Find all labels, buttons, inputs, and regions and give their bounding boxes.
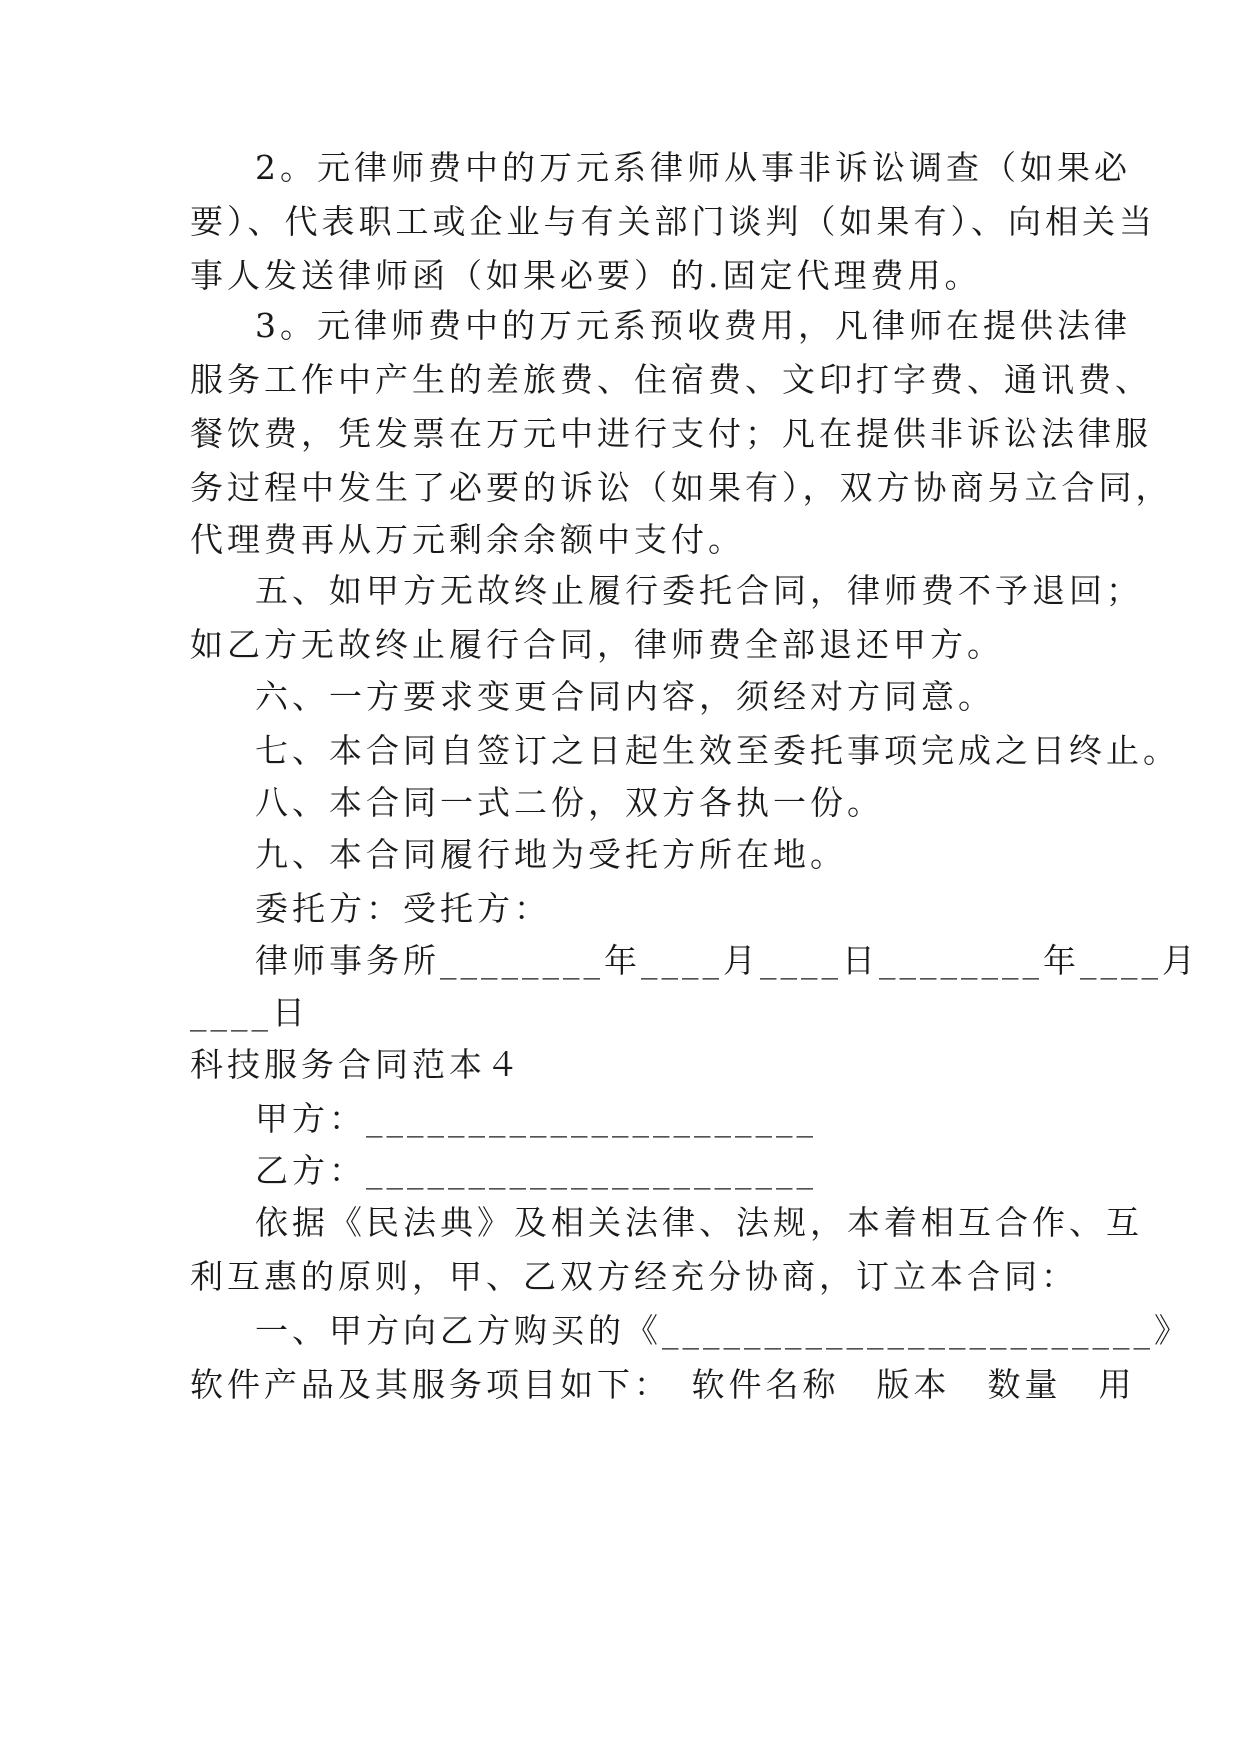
paragraph-line: 服务工作中产生的差旅费、住宿费、文印打字费、通讯费、 <box>190 360 1152 399</box>
paragraph-line: 六、一方要求变更合同内容，须经对方同意。 <box>255 677 995 716</box>
signature-parties-line: 委托方：受托方： <box>255 889 551 928</box>
paragraph-line: 五、如甲方无故终止履行委托合同，律师费不予退回； <box>255 571 1143 610</box>
paragraph-line: 软件产品及其服务项目如下： 软件名称 版本 数量 用 <box>190 1365 1136 1404</box>
signature-date-line: ____日 <box>190 993 309 1032</box>
paragraph-line: 一、甲方向乙方购买的《________________________》 <box>255 1311 1191 1350</box>
paragraph-line: 依据《民法典》及相关法律、法规，本着相互合作、互 <box>255 1203 1143 1242</box>
party-b-line: 乙方：______________________ <box>255 1151 817 1190</box>
paragraph-line: 代理费再从万元剩余余额中支付。 <box>190 520 745 559</box>
paragraph-line: 八、本合同一式二份，双方各执一份。 <box>255 783 884 822</box>
paragraph-line: 九、本合同履行地为受托方所在地。 <box>255 835 847 874</box>
signature-date-line: 律师事务所________年____月____日________年____月 <box>255 941 1199 980</box>
paragraph-line: 如乙方无故终止履行合同，律师费全部退还甲方。 <box>190 625 1004 664</box>
paragraph-line: 利互惠的原则，甲、乙双方经充分协商，订立本合同： <box>190 1257 1078 1296</box>
section-title: 科技服务合同范本４ <box>190 1045 523 1084</box>
paragraph-line: 要）、代表职工或企业与有关部门谈判（如果有）、向相关当 <box>190 202 1156 241</box>
paragraph-line: 2。元律师费中的万元系律师从事非诉讼调查（如果必 <box>255 148 1131 187</box>
paragraph-line: 3。元律师费中的万元系预收费用，凡律师在提供法律 <box>255 306 1131 345</box>
paragraph-line: 务过程中发生了必要的诉讼（如果有），双方协商另立合同， <box>190 468 1173 507</box>
party-a-line: 甲方：______________________ <box>255 1099 817 1138</box>
paragraph-line: 餐饮费，凭发票在万元中进行支付；凡在提供非诉讼法律服 <box>190 414 1152 453</box>
paragraph-line: 事人发送律师函（如果必要）的.固定代理费用。 <box>190 256 982 295</box>
paragraph-line: 七、本合同自签订之日起生效至委托事项完成之日终止。 <box>255 731 1180 770</box>
